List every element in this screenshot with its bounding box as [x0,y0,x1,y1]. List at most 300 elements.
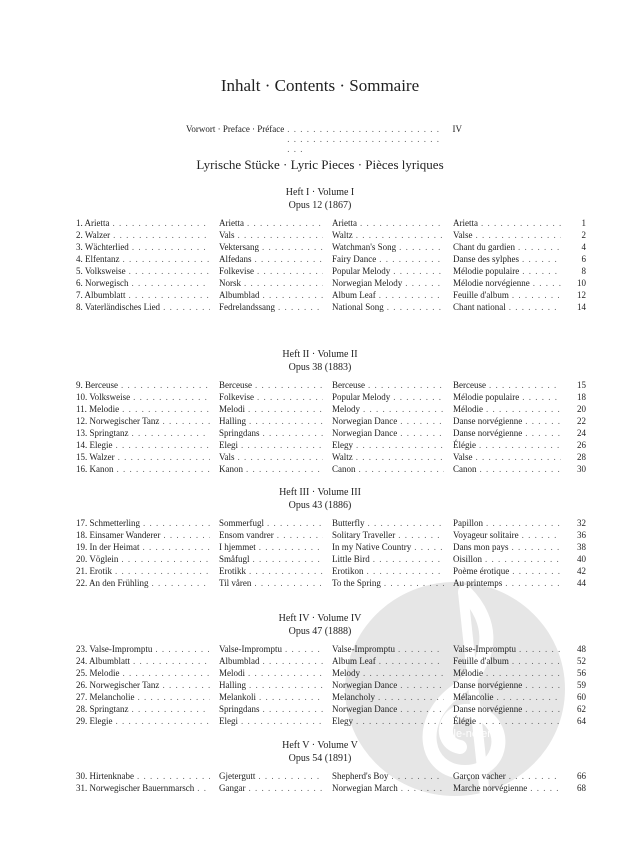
entry-text: National Song [332,302,384,312]
title-norwegian [219,667,323,679]
leader-dots [122,253,210,265]
table-row[interactable] [76,691,586,703]
entry-text: 14. Elegie [76,440,113,450]
entry-text: Vals [219,452,235,462]
page-number: 40 [577,554,586,564]
title-german [76,577,210,589]
leader-dots [384,577,444,589]
table-row[interactable] [76,529,586,541]
leader-dots [509,301,561,313]
title-german [76,241,210,253]
entry-text: Melankoli [219,692,256,702]
entry-text: Solitary Traveller [332,530,396,540]
entry-text: Gjetergutt [219,771,256,781]
title-norwegian [219,415,323,427]
page-number: 10 [577,278,586,288]
title-german [76,391,210,403]
page-number: 68 [577,783,586,793]
leader-dots [259,541,323,553]
entry-text: 30. Hirtenknabe [76,771,134,781]
page-number: 24 [577,428,586,438]
title-english [332,517,444,529]
leader-dots [356,439,444,451]
title-norwegian [219,391,323,403]
table-row[interactable] [76,229,586,241]
entry-text: Alfedans [219,254,252,264]
entry-text: Mélodie norvégienne [453,278,530,288]
title-french [453,241,561,253]
title-norwegian [219,541,323,553]
table-row[interactable] [76,241,586,253]
title-english [332,415,444,427]
table-row[interactable] [76,782,586,794]
page-number: 18 [577,392,586,402]
title-german [76,265,210,277]
page-number: 44 [577,578,586,588]
title-norwegian [219,289,323,301]
title-english [332,782,444,794]
leader-dots [246,463,323,475]
preface-entry[interactable] [186,124,462,154]
entry-text: Garçon vacher [453,771,506,781]
leader-dots [259,691,323,703]
entry-text: Arietta [219,218,244,228]
title-french [453,517,561,529]
title-german [76,643,210,655]
page-number: 1 [581,218,586,228]
title-french [453,301,561,313]
entry-text: Au printemps [453,578,503,588]
contents-table [76,643,586,727]
entry-text: Elegy [332,440,353,450]
title-english [332,691,444,703]
entry-text: 6. Norwegisch [76,278,129,288]
page-number: 64 [577,716,586,726]
title-norwegian [219,529,323,541]
entry-text: Sommerfugl [219,518,264,528]
entry-text: 4. Elfentanz [76,254,120,264]
entry-text: 22. An den Frühling [76,578,149,588]
leader-dots [142,541,210,553]
title-french [453,403,561,415]
title-norwegian [219,679,323,691]
entry-text: Oisillon [453,554,483,564]
table-row[interactable] [76,289,586,301]
entry-text: 17. Schmetterling [76,518,140,528]
title-norwegian [219,451,323,463]
leader-dots [401,782,444,794]
title-german [76,691,210,703]
leader-dots [379,655,444,667]
leader-dots [285,643,323,655]
entry-text: Arietta [453,218,478,228]
leader-dots [255,253,324,265]
title-english [332,643,444,655]
entry-text: Erotikon [332,566,364,576]
page-number: 66 [577,771,586,781]
leader-dots [248,403,323,415]
volume-heading [0,739,640,765]
page-number: 38 [577,542,586,552]
entry-text: Danse norvégienne [453,680,523,690]
entry-text: 27. Melancholie [76,692,135,702]
leader-dots [163,529,210,541]
title-german [76,667,210,679]
entry-text: 25. Melodie [76,668,120,678]
contents-table [76,217,586,313]
title-norwegian [219,277,323,289]
leader-dots [277,529,323,541]
entry-text: Valse-Impromptu [332,644,395,654]
entry-text: Norsk [219,278,241,288]
entry-text: Dans mon pays [453,542,509,552]
leader-dots [132,703,211,715]
table-row[interactable] [76,301,586,313]
title-german [76,553,210,565]
title-french [453,655,561,667]
entry-text: 21. Erotik [76,566,112,576]
volume-heading [0,612,640,638]
leader-dots [518,241,561,253]
title-english [332,241,444,253]
title-french [453,277,561,289]
title-norwegian [219,715,323,727]
table-row[interactable] [76,517,586,529]
table-row[interactable] [76,679,586,691]
title-norwegian [219,241,323,253]
entry-text: Élégie [453,716,476,726]
leader-dots [263,655,324,667]
entry-text: Albumblad [219,656,260,666]
title-german [76,679,210,691]
entry-text: Småfugl [219,554,250,564]
title-french [453,265,561,277]
title-norwegian [219,655,323,667]
leader-dots [476,451,562,463]
page-number: 42 [577,566,586,576]
leader-dots [525,415,561,427]
title-french [453,679,561,691]
leader-dots [249,679,323,691]
title-english [332,253,444,265]
title-german [76,463,210,475]
title-english [332,451,444,463]
opus-label: Opus 54 (1891) [288,753,352,764]
table-row[interactable] [76,565,586,577]
entry-text: Folkevise [219,266,254,276]
entry-text: Mélodie populaire [453,392,520,402]
leader-dots [249,782,324,794]
title-german [76,782,210,794]
entry-text: 24. Albumblatt [76,656,130,666]
leader-dots [129,265,210,277]
leader-dots [116,715,211,727]
page-number: 30 [577,464,586,474]
entry-text: Popular Melody [332,266,391,276]
volume-heading [0,486,640,512]
leader-dots [363,667,444,679]
entry-text: 26. Norwegischer Tanz [76,680,160,690]
page-number: 8 [581,266,586,276]
title-french [453,379,561,391]
entry-text: Elegi [219,716,238,726]
title-german [76,427,210,439]
entry-text: Norwegian Dance [332,704,398,714]
title-german [76,655,210,667]
entry-text: Chant du gardien [453,242,515,252]
leader-dots [257,265,323,277]
entry-text: Popular Melody [332,392,391,402]
table-row[interactable] [76,415,586,427]
entry-text: Marche norvégienne [453,783,528,793]
title-german [76,541,210,553]
table-row[interactable] [76,427,586,439]
title-french [453,289,561,301]
leader-dots [373,553,444,565]
title-german [76,451,210,463]
leader-dots [368,379,444,391]
table-row[interactable] [76,655,586,667]
entry-text: 1. Arietta [76,218,110,228]
entry-text: Melody [332,668,360,678]
title-english [332,427,444,439]
leader-dots [496,691,561,703]
entry-text: 7. Albumblatt [76,290,126,300]
leader-dots [481,217,561,229]
title-german [76,277,210,289]
volume-title: Heft IV · Volume IV [278,613,362,624]
title-english [332,265,444,277]
title-english [332,715,444,727]
page-number: 62 [577,704,586,714]
leader-dots [512,565,561,577]
page-number: 15 [577,380,586,390]
leader-dots [356,229,444,241]
section-subtitle: Lyrische Stücke · Lyric Pieces · Pièces lyriques [196,157,444,172]
entry-text: Watchman's Song [332,242,397,252]
entry-text: Valse-Impromptu [219,644,282,654]
leader-dots [359,463,445,475]
leader-dots [368,517,445,529]
title-french [453,529,561,541]
entry-text: Fairy Dance [332,254,377,264]
leader-dots [405,277,444,289]
leader-dots [486,403,561,415]
title-french [453,541,561,553]
entry-text: Album Leaf [332,656,376,666]
page-number: 28 [577,452,586,462]
table-row[interactable] [76,403,586,415]
title-french [453,715,561,727]
entry-text: Til våren [219,578,252,588]
entry-text: Melodi [219,404,245,414]
title-norwegian [219,217,323,229]
page-number: 20 [577,404,586,414]
title-french [453,565,561,577]
title-english [332,565,444,577]
page-title: Inhalt · Contents · Sommaire [220,76,420,95]
page-number: 56 [577,668,586,678]
leader-dots [479,439,561,451]
table-row[interactable] [76,391,586,403]
table-row[interactable] [76,379,586,391]
leader-dots [522,253,561,265]
title-french [453,703,561,715]
leader-dots [163,301,210,313]
title-english [332,391,444,403]
leader-dots [367,565,445,577]
entry-text: Folkevise [219,392,254,402]
contents-table [76,517,586,589]
title-french [453,577,561,589]
title-french [453,451,561,463]
entry-text: Vals [219,230,235,240]
table-row[interactable] [76,553,586,565]
contents-table [76,379,586,475]
entry-text: Album Leaf [332,290,376,300]
table-row[interactable] [76,451,586,463]
entry-text: Norwegian Dance [332,680,398,690]
entry-text: 31. Norwegischer Bauernmarsch [76,783,195,793]
entry-text: Butterfly [332,518,365,528]
table-row[interactable] [76,277,586,289]
title-english [332,529,444,541]
leader-dots [122,403,210,415]
leader-dots [257,391,323,403]
leader-dots [399,241,444,253]
entry-text: Mélancolie [453,692,494,702]
entry-text: Fedrelandssang [219,302,275,312]
title-french [453,770,561,782]
entry-text: Feuille d'album [453,656,509,666]
entry-text: 2. Walzer [76,230,111,240]
leader-dots [525,427,561,439]
leader-dots [393,391,444,403]
entry-text: Élégie [453,440,476,450]
title-english [332,229,444,241]
table-row[interactable] [76,217,586,229]
title-german [76,439,210,451]
table-row[interactable] [76,770,586,782]
leader-dots [522,529,561,541]
leader-dots [263,427,324,439]
entry-text: 8. Vaterländisches Lied [76,302,161,312]
leader-dots [263,703,324,715]
title-french [453,439,561,451]
entry-text: Halling [219,680,246,690]
entry-text: Waltz [332,452,353,462]
table-row[interactable] [76,439,586,451]
title-norwegian [219,439,323,451]
leader-dots [241,439,323,451]
volume-title: Heft II · Volume II [282,349,358,360]
leader-dots [287,124,446,154]
entry-text: Berceuse [219,380,252,390]
leader-dots [533,277,561,289]
title-french [453,643,561,655]
entry-text: Halling [219,416,246,426]
opus-label: Opus 43 (1886) [288,500,352,511]
leader-dots [249,565,323,577]
leader-dots [238,451,324,463]
title-french [453,253,561,265]
leader-dots [512,541,562,553]
leader-dots [356,451,444,463]
entry-text: Shepherd's Boy [332,771,389,781]
title-french [453,782,561,794]
table-row[interactable] [76,541,586,553]
title-french [453,667,561,679]
title-english [332,379,444,391]
leader-dots [155,643,210,655]
entry-text: 15. Walzer [76,452,115,462]
entry-text: 12. Norwegischer Tanz [76,416,160,426]
table-row[interactable] [76,667,586,679]
volume-title: Heft III · Volume III [279,487,361,498]
entry-text: Voyageur solitaire [453,530,519,540]
entry-text: 23. Valse-Impromptu [76,644,153,654]
title-norwegian [219,643,323,655]
entry-text: Springdans [219,704,260,714]
title-english [332,277,444,289]
leader-dots [400,427,444,439]
leader-dots [379,289,444,301]
entry-text: 16. Kanon [76,464,114,474]
leader-dots [379,253,444,265]
table-row[interactable] [76,253,586,265]
title-english [332,553,444,565]
table-row[interactable] [76,265,586,277]
title-norwegian [219,770,323,782]
title-english [332,217,444,229]
title-norwegian [219,517,323,529]
title-norwegian [219,229,323,241]
title-german [76,415,210,427]
title-french [453,463,561,475]
entry-text: Kanon [219,464,243,474]
title-french [453,691,561,703]
table-row[interactable] [76,463,586,475]
table-row[interactable] [76,577,586,589]
leader-dots [512,289,561,301]
table-row[interactable] [76,715,586,727]
entry-text: Canon [332,464,356,474]
leader-dots [387,301,444,313]
title-german [76,403,210,415]
entry-text: 19. In der Heimat [76,542,140,552]
leader-dots [253,553,324,565]
title-english [332,289,444,301]
page-number: 59 [577,680,586,690]
leader-dots [133,391,210,403]
leader-dots [143,517,210,529]
page-number: 22 [577,416,586,426]
title-english [332,541,444,553]
table-row[interactable] [76,703,586,715]
leader-dots [363,403,444,415]
title-norwegian [219,691,323,703]
title-english [332,679,444,691]
title-german [76,517,210,529]
leader-dots [522,265,561,277]
leader-dots [248,667,323,679]
title-german [76,289,210,301]
title-norwegian [219,703,323,715]
leader-dots [525,679,561,691]
leader-dots [356,715,444,727]
table-row[interactable] [76,643,586,655]
entry-text: Melody [332,404,360,414]
